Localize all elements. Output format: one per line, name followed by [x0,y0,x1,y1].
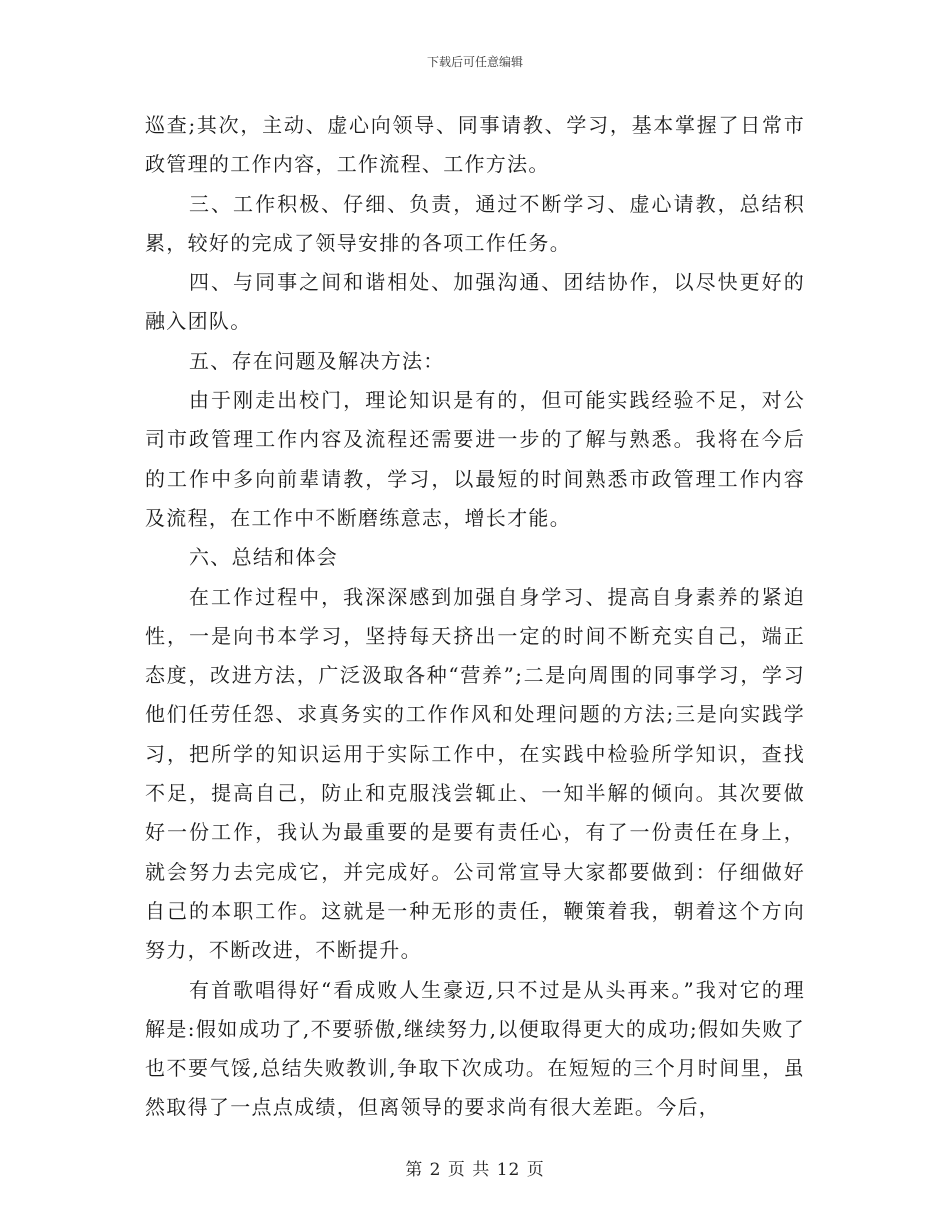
page-header: 下载后可任意编辑 [426,55,523,69]
section-heading: 六、总结和体会 [189,545,339,570]
page-footer: 第 2 页 共 12 页 [405,1160,545,1180]
paragraph: 四、与同事之间和谐相处、加强沟通、团结协作，以尽快更好的融入团队。 [145,270,805,334]
paragraph: 在工作过程中，我深深感到加强自身学习、提高自身素养的紧迫性，一是向书本学习，坚持每天挤出一定的时间不断充实自己，端正态度，改进方法，广泛汲取各种“营养”;二是向周围的同事学习，学习他们任劳任怨、求真务实的工作作风和处理问题的方法;三是向实践学习，把所学的知识运用于实际工作中，在实践中检验所学知识，查找不足，提高自己，防止和克服浅尝辄止、一知半解的倾向。其次要做好一份工作，我认为最重要的是要有责任心，有了一份责任在身上，就会努力去完成它，并完成好。公司常宣导大家都要做到：仔细做好自己的本职工作。这就是一种无形的责任，鞭策着我，朝着这个方向努力，不断改进，不断提升。 [145,584,805,963]
paragraph: 由于刚走出校门，理论知识是有的，但可能实践经验不足，对公司市政管理工作内容及流程还需要进一步的了解与熟悉。我将在今后的工作中多向前辈请教，学习，以最短的时间熟悉市政管理工作内容及流程，在工作中不断磨练意志，增长才能。 [145,388,805,530]
paragraph: 巡查;其次，主动、虚心向领导、同事请教、学习，基本掌握了日常市政管理的工作内容，工作流程、工作方法。 [145,113,805,177]
section-heading: 五、存在问题及解决方法： [189,348,445,373]
paragraph: 三、工作积极、仔细、负责，通过不断学习、虚心请教，总结积累，较好的完成了领导安排的各项工作任务。 [145,191,805,255]
document-body [145,106,805,1128]
paragraph: 有首歌唱得好“看成败人生豪迈,只不过是从头再来。”我对它的理解是:假如成功了,不要骄傲,继续努力,以便取得更大的成功;假如失败了也不要气馁,总结失败教训,争取下次成功。在短短的三个月时间里，虽然取得了一点点成绩，但离领导的要求尚有很大差距。今后， [145,977,805,1120]
